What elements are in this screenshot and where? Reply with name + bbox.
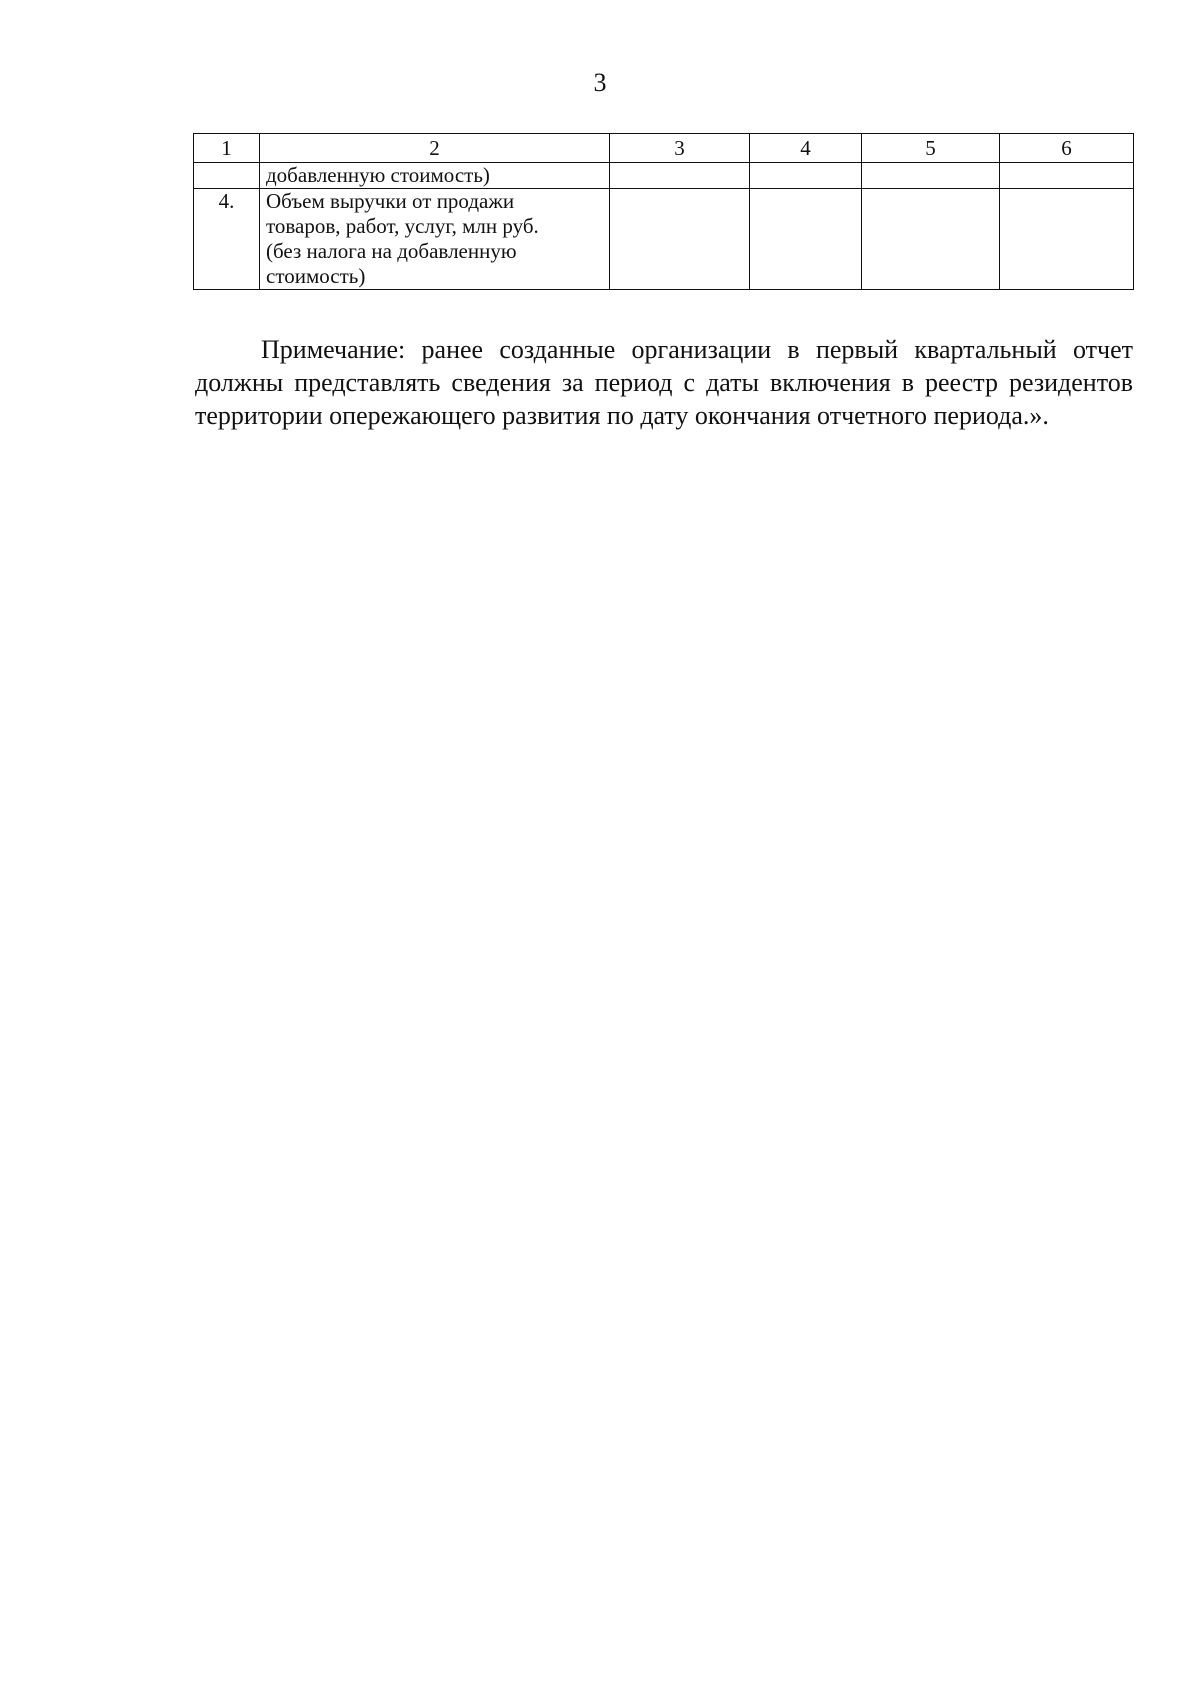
- table-row: [194, 189, 1134, 290]
- report-table: [193, 133, 1134, 290]
- value-cell: [862, 163, 1000, 189]
- row-number-cell: [194, 163, 260, 189]
- value-cell: [862, 189, 1000, 290]
- row-number-cell: 4.: [194, 189, 260, 290]
- value-cell: [610, 189, 750, 290]
- value-cell: [610, 163, 750, 189]
- row-description-cell: добавленную стоимость): [260, 163, 610, 189]
- column-header: 4: [750, 134, 862, 163]
- note-paragraph: Примечание: ранее созданные организации в первый квартальный отчет должны представлять сведения за период с даты включения в реестр резидентов территории опережающего развития по дату окончания отчетного периода.».: [195, 335, 1133, 430]
- value-cell: [1000, 189, 1134, 290]
- table-row: [194, 163, 1134, 189]
- column-header: 2: [260, 134, 610, 163]
- table-header-row: [194, 134, 1134, 163]
- row-description-cell: Объем выручки от продажи товаров, работ, услуг, млн руб. (без налога на добавленную стоимость): [260, 189, 610, 290]
- page-number: 3: [593, 68, 607, 97]
- column-header: 5: [862, 134, 1000, 163]
- value-cell: [1000, 163, 1134, 189]
- value-cell: [750, 163, 862, 189]
- value-cell: [750, 189, 862, 290]
- column-header: 3: [610, 134, 750, 163]
- column-header: 1: [194, 134, 260, 163]
- column-header: 6: [1000, 134, 1134, 163]
